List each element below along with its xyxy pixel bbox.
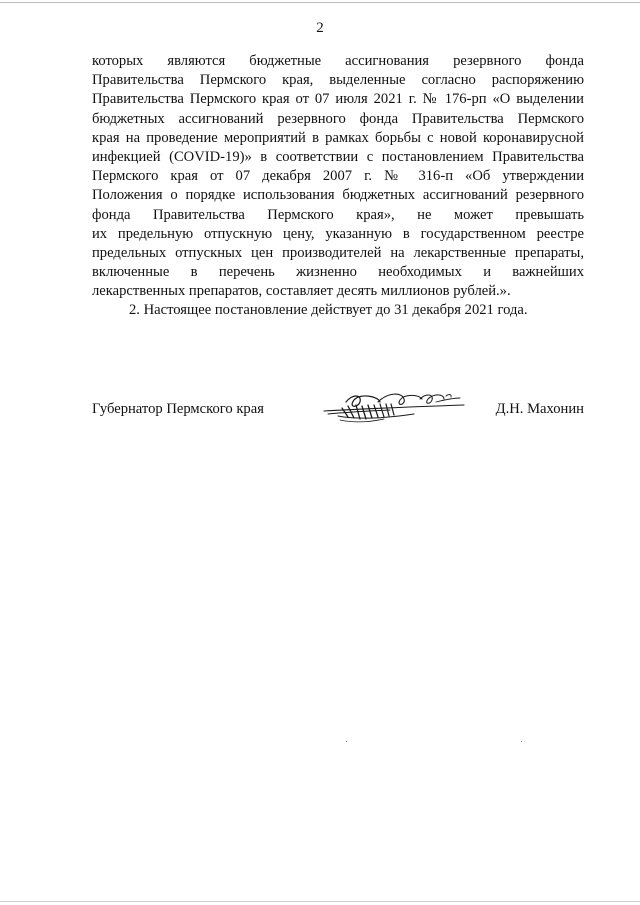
paragraph-2: [92, 301, 584, 320]
scan-speck: [346, 741, 347, 742]
page-number: 2: [316, 20, 324, 36]
text-line: Правительства Пермского края от 07 июля 2021 г. № 176-рп «О выделении: [92, 91, 584, 108]
text-line: инфекцией (COVID-19)» в соответствии с постановлением Правительства: [92, 148, 584, 165]
signatory-position: Губернатор Пермского края: [92, 401, 264, 417]
text-line: Правительства Пермского края, выделенные согласно распоряжению: [92, 72, 584, 89]
text-line: края на проведение мероприятий в рамках борьбы с новой коронавирусной: [92, 129, 584, 146]
signatory-name: Д.Н. Махонин: [495, 401, 584, 417]
top-scan-edge: [0, 2, 640, 3]
text-line: которых являются бюджетные ассигнования резервного фонда: [92, 53, 584, 69]
bottom-scan-edge: [0, 901, 640, 902]
text-line: фонда Правительства Пермского края», не может превышать: [92, 206, 584, 223]
text-line: Пермского края от 07 декабря 2007 г. № 316-п «Об утверждении: [92, 168, 584, 185]
paragraph-continuation: [92, 52, 584, 301]
document-body: [92, 52, 584, 321]
text-line: 2. Настоящее постановление действует до 31 декабря 2021 года.: [129, 302, 528, 319]
text-line: Положения о порядке использования бюджетных ассигнований резервного: [92, 187, 584, 204]
text-line: включенные в перечень жизненно необходимых и важнейших: [92, 264, 584, 281]
text-line: их предельную отпускную цену, указанную в государственном реестре: [92, 225, 584, 242]
handwritten-signature: [318, 390, 468, 430]
text-line: лекарственных препаратов, составляет десять миллионов рублей.».: [92, 283, 511, 300]
scan-speck: [521, 741, 522, 742]
text-line: предельных отпускных цен производителей на лекарственные препараты,: [92, 244, 584, 261]
text-line: бюджетных ассигнований резервного фонда Правительства Пермского: [92, 110, 584, 127]
signature-block: [92, 398, 584, 428]
